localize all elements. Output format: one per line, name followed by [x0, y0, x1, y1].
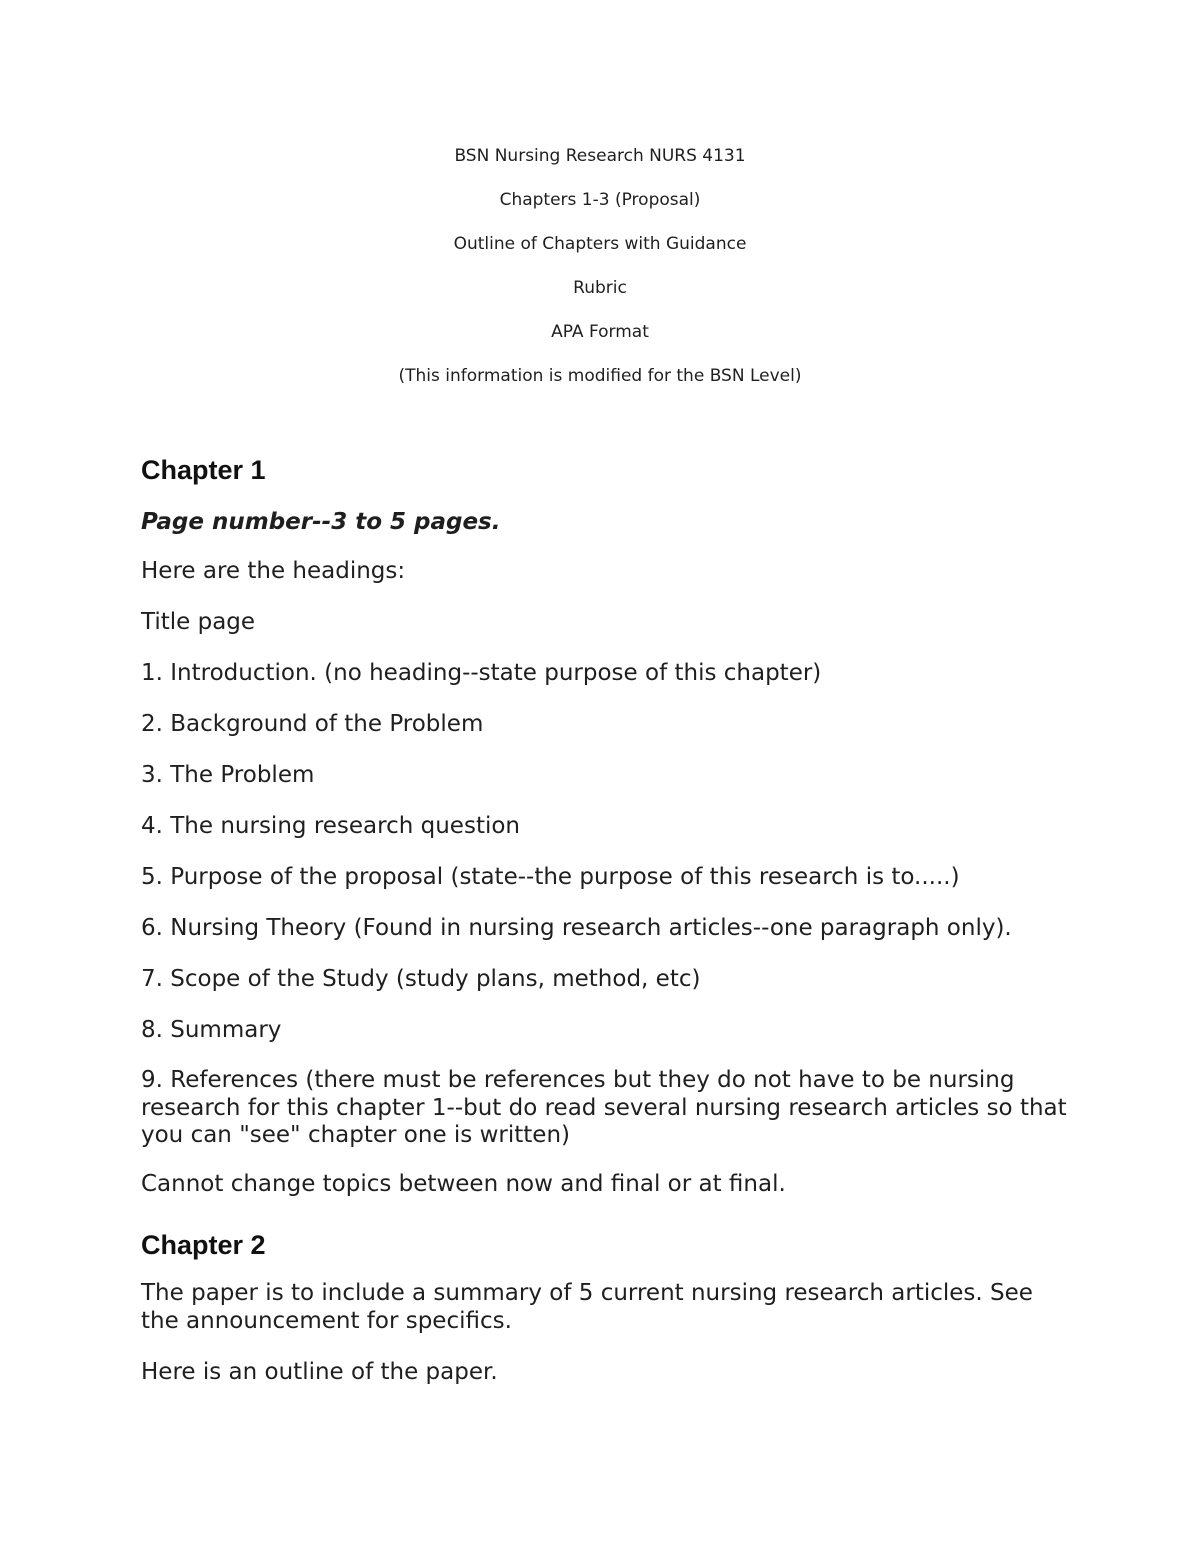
list-item: 4. The nursing research question: [141, 813, 520, 839]
outline-line: Outline of Chapters with Guidance: [453, 234, 747, 254]
chapter-1-heading: Chapter 1: [141, 455, 266, 485]
list-item: 8. Summary: [141, 1017, 282, 1043]
list-item: 6. Nursing Theory (Found in nursing research articles--one paragraph only).: [141, 915, 1012, 941]
chapter-1-note: Cannot change topics between now and final or at final.: [141, 1171, 786, 1197]
modified-note-line: (This information is modified for the BSN Level): [398, 366, 802, 386]
chapter-1-title-page: Title page: [141, 609, 256, 635]
apa-format-line: APA Format: [551, 322, 649, 342]
chapter-2-summary-paragraph: The paper is to include a summary of 5 current nursing research articles. See the announcement for specifics.: [141, 1280, 1033, 1334]
list-item: 2. Background of the Problem: [141, 711, 484, 737]
chapter-1-heading-list: [141, 659, 1071, 1173]
list-item: 7. Scope of the Study (study plans, method, etc): [141, 966, 701, 992]
chapter-1-page-count: Page number--3 to 5 pages.: [141, 509, 501, 535]
document-header: [0, 143, 1200, 407]
list-item: 3. The Problem: [141, 762, 315, 788]
chapter-2-outline-intro: Here is an outline of the paper.: [141, 1359, 498, 1385]
chapters-line: Chapters 1-3 (Proposal): [499, 190, 701, 210]
course-title: BSN Nursing Research NURS 4131: [454, 146, 746, 166]
list-item: 1. Introduction. (no heading--state purpose of this chapter): [141, 660, 822, 686]
list-item: 9. References (there must be references but they do not have to be nursing research for this chapter 1--but do read several nursing research articles so that you can "see" chapter one is written): [141, 1067, 1067, 1148]
chapter-2-heading: Chapter 2: [141, 1230, 266, 1260]
chapter-1-intro: Here are the headings:: [141, 558, 406, 584]
list-item: 5. Purpose of the proposal (state--the purpose of this research is to.....): [141, 864, 960, 890]
rubric-line: Rubric: [573, 278, 627, 298]
